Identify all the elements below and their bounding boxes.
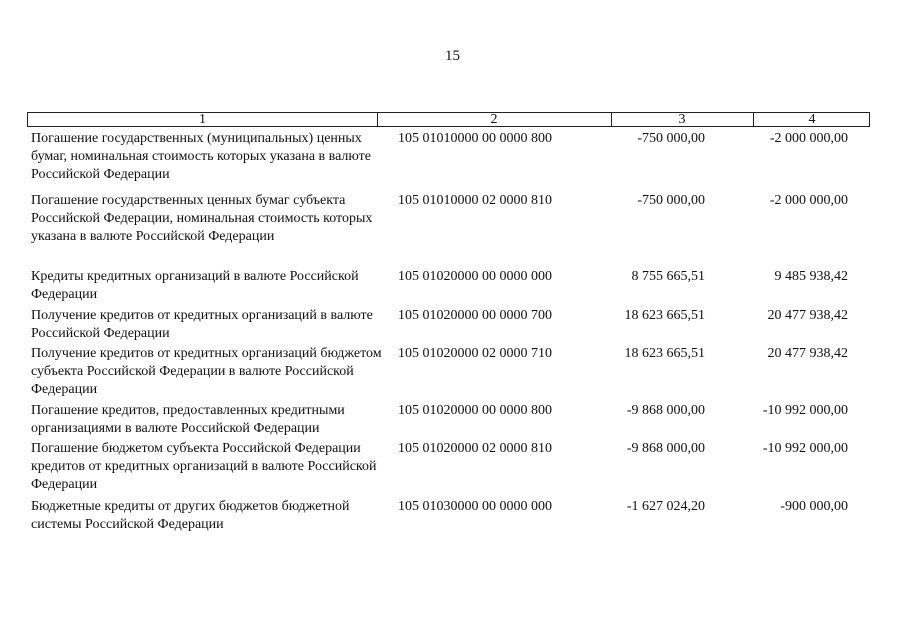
row-name: Получение кредитов от кредитных организаций в валюте Российской Федерации <box>31 308 373 341</box>
row-code: 105 01020000 02 0000 810 <box>398 441 552 456</box>
row-code: 105 01010000 00 0000 800 <box>398 131 552 146</box>
row-col3: -9 868 000,00 <box>626 403 705 418</box>
row-col3: -1 627 024,20 <box>626 499 705 514</box>
row-col4: 20 477 938,42 <box>767 346 848 361</box>
header-col-3: 3 <box>678 112 686 127</box>
row-name: Погашение бюджетом субъекта Российской Федерации кредитов от кредитных организаций в валюте Российской Федерации <box>31 441 377 492</box>
row-name: Погашение кредитов, предоставленных кредитными организациями в валюте Российской Федерации <box>31 403 345 436</box>
row-code: 105 01020000 02 0000 710 <box>398 346 552 361</box>
row-col3: 18 623 665,51 <box>624 346 705 361</box>
row-col4: -10 992 000,00 <box>762 403 848 418</box>
row-name: Кредиты кредитных организаций в валюте Российской Федерации <box>31 269 359 302</box>
row-col3: -750 000,00 <box>637 193 705 208</box>
row-name: Получение кредитов от кредитных организаций бюджетом субъекта Российской Федерации в валюте Российской Федерации <box>31 346 382 397</box>
table-header <box>27 112 870 127</box>
row-code: 105 01010000 02 0000 810 <box>398 193 552 208</box>
row-col4: -900 000,00 <box>780 499 848 514</box>
header-col-4: 4 <box>808 112 816 127</box>
row-code: 105 01020000 00 0000 000 <box>398 269 552 284</box>
row-name: Погашение государственных ценных бумаг субъекта Российской Федерации, номинальная стоимость которых указана в валюте Российской Федерации <box>31 193 373 244</box>
row-col4: -2 000 000,00 <box>769 193 848 208</box>
row-code: 105 01020000 00 0000 700 <box>398 308 552 323</box>
row-col4: 20 477 938,42 <box>767 308 848 323</box>
row-code: 105 01020000 00 0000 800 <box>398 403 552 418</box>
header-col-1: 1 <box>199 112 206 127</box>
page-number: 15 <box>445 48 460 64</box>
row-name: Бюджетные кредиты от других бюджетов бюджетной системы Российской Федерации <box>31 499 350 532</box>
row-col3: -9 868 000,00 <box>626 441 705 456</box>
header-col-2: 2 <box>490 112 498 127</box>
row-col4: 9 485 938,42 <box>774 269 848 284</box>
row-col4: -10 992 000,00 <box>762 441 848 456</box>
row-col3: -750 000,00 <box>637 131 705 146</box>
row-col3: 18 623 665,51 <box>624 308 705 323</box>
row-code: 105 01030000 00 0000 000 <box>398 499 552 514</box>
row-col3: 8 755 665,51 <box>631 269 705 284</box>
row-name: Погашение государственных (муниципальных) ценных бумаг, номинальная стоимость которых указана в валюте Российской Федерации <box>31 131 371 182</box>
row-col4: -2 000 000,00 <box>769 131 848 146</box>
